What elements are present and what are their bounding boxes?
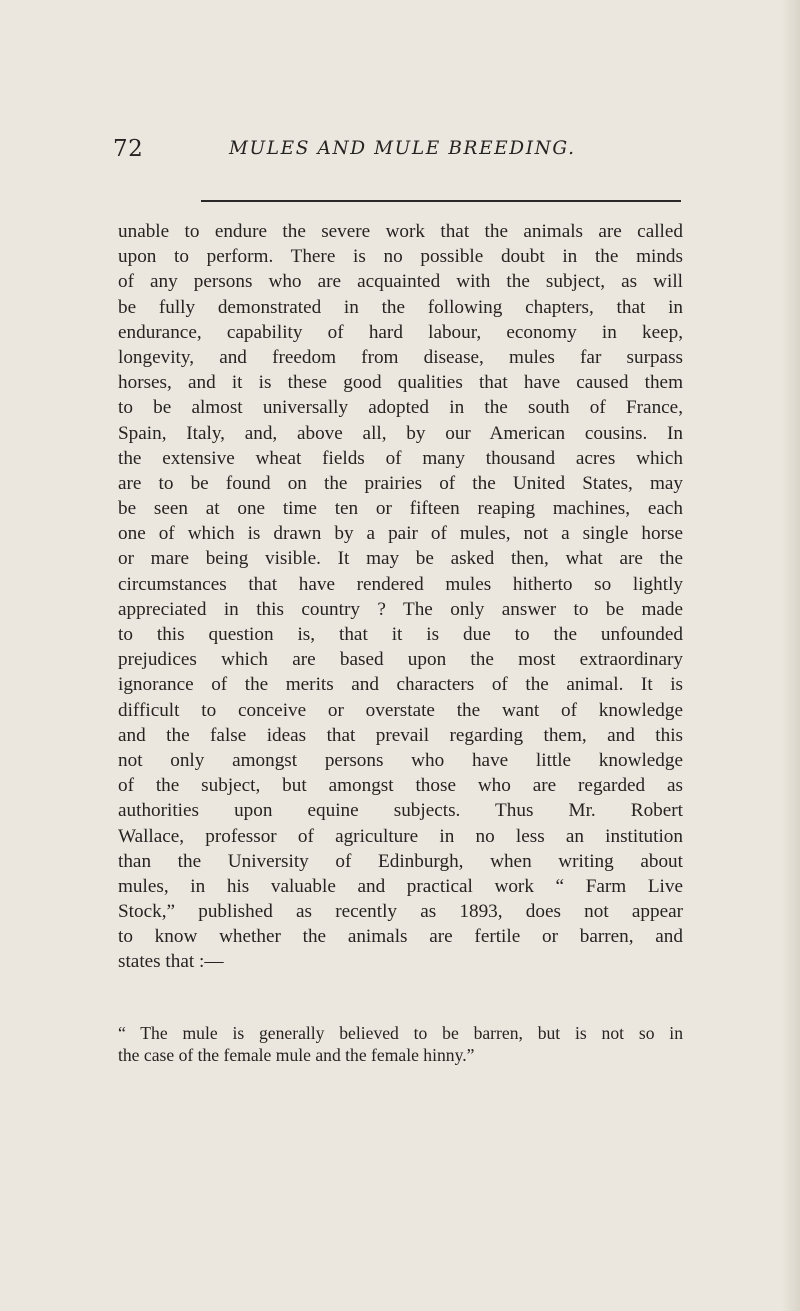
page-header — [113, 136, 683, 176]
quote-line: the case of the female mule and the female hinny.” — [118, 1045, 475, 1066]
text-line: one of which is drawn by a pair of mules, not a single horse — [118, 523, 683, 545]
header-rule — [201, 200, 681, 202]
text-line: not only amongst persons who have little knowledge — [118, 749, 683, 771]
text-line: ignorance of the merits and characters of the animal. It is — [118, 674, 683, 696]
text-line: and the false ideas that prevail regarding them, and this — [118, 724, 683, 746]
text-line: prejudices which are based upon the most extraordinary — [118, 649, 683, 671]
text-line: of the subject, but amongst those who are regarded as — [118, 775, 683, 797]
text-line: Wallace, professor of agriculture in no less an institution — [118, 825, 683, 847]
text-line: appreciated in this country ? The only answer to be made — [118, 598, 683, 620]
text-line: to this question is, that it is due to the unfounded — [118, 624, 683, 645]
text-line: or mare being visible. It may be asked then, what are the — [118, 548, 683, 570]
text-line: difficult to conceive or overstate the want of knowledge — [118, 699, 683, 721]
text-line: mules, in his valuable and practical work “ Farm Live — [118, 875, 683, 897]
text-line: Spain, Italy, and, above all, by our American cousins. In — [118, 422, 683, 444]
text-line: upon to perform. There is no possible doubt in the minds — [118, 246, 683, 268]
text-line: of any persons who are acquainted with the subject, as will — [118, 271, 683, 293]
page-number: 72 — [113, 136, 144, 162]
running-head: MULES AND MULE BREEDING. — [229, 138, 576, 159]
text-line: authorities upon equine subjects. Thus Mr. Robert — [118, 800, 683, 822]
text-line: be seen at one time ten or fifteen reaping machines, each — [118, 498, 683, 520]
text-line: to know whether the animals are fertile or barren, and — [118, 926, 683, 948]
text-line: the extensive wheat fields of many thousand acres which — [118, 447, 683, 469]
text-line: are to be found on the prairies of the United States, may — [118, 472, 683, 494]
text-line: circumstances that have rendered mules hitherto so lightly — [118, 573, 683, 595]
text-line: longevity, and freedom from disease, mules far surpass — [118, 346, 683, 368]
text-line: horses, and it is these good qualities that have caused them — [118, 372, 683, 394]
text-line: Stock,” published as recently as 1893, does not appear — [118, 901, 683, 923]
quote-line: “ The mule is generally believed to be barren, but is not so in — [118, 1023, 683, 1043]
text-line: than the University of Edinburgh, when writing about — [118, 850, 683, 872]
page-edge — [782, 0, 800, 1311]
text-line: be fully demonstrated in the following chapters, that in — [118, 296, 683, 318]
body-paragraph — [118, 219, 683, 975]
text-line: unable to endure the severe work that the animals are called — [118, 221, 683, 242]
text-line: to be almost universally adopted in the south of France, — [118, 397, 683, 419]
text-line: states that :— — [118, 951, 224, 973]
text-line: endurance, capability of hard labour, economy in keep, — [118, 321, 683, 343]
block-quote — [118, 1022, 683, 1067]
